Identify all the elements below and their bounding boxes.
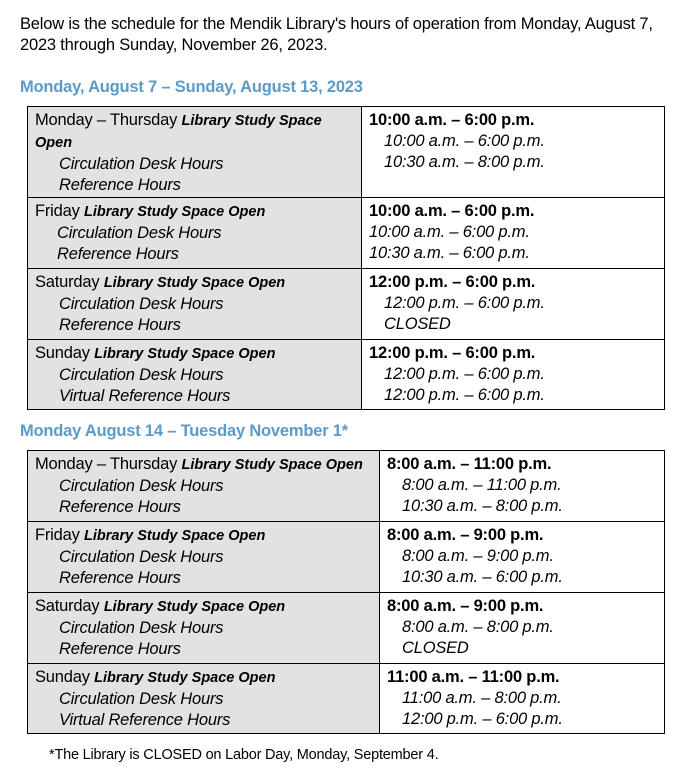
circulation-hours: 11:00 a.m. – 8:00 p.m. [402,689,562,707]
row-hours-cell [380,451,665,522]
day-label: Sunday [35,668,95,686]
circulation-hours: 12:00 p.m. – 6:00 p.m. [384,365,545,383]
circulation-label: Circulation Desk Hours [59,548,224,566]
day-label: Monday – Thursday [35,111,182,129]
reference-label: Reference Hours [57,245,179,263]
circulation-label: Circulation Desk Hours [59,477,224,495]
row-label-cell [28,522,380,593]
day-label: Friday [35,202,85,220]
virtual-reference-label: Virtual Reference Hours [59,711,231,729]
reference-hours: 10:30 a.m. – 8:00 p.m. [402,497,563,515]
row-hours-cell [362,198,665,269]
study-space-label: Library Study Space Open [94,346,276,362]
row-label-cell [28,340,362,410]
study-space-label: Library Study Space Open [35,113,322,151]
reference-hours: CLOSED [402,639,469,657]
open-hours: 8:00 a.m. – 11:00 p.m. [387,455,552,473]
reference-hours: 10:30 a.m. – 6:00 p.m. [369,244,530,262]
row-hours-cell [362,269,665,340]
circulation-label: Circulation Desk Hours [59,155,224,173]
period-heading-2: Monday August 14 – Tuesday November 1* [20,422,348,440]
study-space-label: Library Study Space Open [103,275,286,291]
row-label-cell [28,593,380,664]
row-hours-cell [362,107,665,198]
circulation-hours: 8:00 a.m. – 11:00 p.m. [402,476,562,494]
open-hours: 8:00 a.m. – 9:00 p.m. [387,597,544,615]
schedule-table-2 [27,450,665,734]
study-space-label: Library Study Space Open [84,528,266,544]
day-label: Friday [35,526,85,544]
study-space-label: Library Study Space Open [181,457,363,473]
row-label-cell [28,107,362,198]
virtual-reference-hours: 12:00 p.m. – 6:00 p.m. [384,386,545,404]
circulation-label: Circulation Desk Hours [59,295,224,313]
study-space-label: Library Study Space Open [103,599,286,615]
reference-label: Reference Hours [59,176,181,194]
table-row [28,593,665,664]
reference-hours: CLOSED [384,315,451,333]
circulation-hours: 10:00 a.m. – 6:00 p.m. [369,223,530,241]
row-label-cell [28,451,380,522]
day-label: Sunday [35,344,95,362]
reference-label: Reference Hours [59,316,181,334]
schedule-table-1 [27,106,665,410]
period-heading-1: Monday, August 7 – Sunday, August 13, 2023 [20,78,363,96]
row-hours-cell [380,522,665,593]
day-label: Saturday [35,273,104,291]
table-row [28,664,665,734]
circulation-label: Circulation Desk Hours [59,366,224,384]
day-label: Saturday [35,597,104,615]
row-label-cell [28,664,380,734]
table-row [28,522,665,593]
row-label-cell [28,198,362,269]
footnote: *The Library is CLOSED on Labor Day, Monday, September 4. [49,747,439,763]
row-hours-cell [362,340,665,410]
row-hours-cell [380,664,665,734]
virtual-reference-label: Virtual Reference Hours [59,387,231,405]
circulation-hours: 8:00 a.m. – 9:00 p.m. [402,547,554,565]
reference-hours: 10:30 a.m. – 6:00 p.m. [402,568,563,586]
reference-hours: 10:30 a.m. – 8:00 p.m. [384,153,545,171]
circulation-hours: 10:00 a.m. – 6:00 p.m. [384,132,545,150]
circulation-hours: 8:00 a.m. – 8:00 p.m. [402,618,554,636]
day-label: Monday – Thursday [35,455,182,473]
open-hours: 12:00 p.m. – 6:00 p.m. [369,344,536,362]
virtual-reference-hours: 12:00 p.m. – 6:00 p.m. [402,710,563,728]
open-hours: 10:00 a.m. – 6:00 p.m. [369,202,535,220]
open-hours: 8:00 a.m. – 9:00 p.m. [387,526,544,544]
circulation-hours: 12:00 p.m. – 6:00 p.m. [384,294,545,312]
reference-label: Reference Hours [59,498,181,516]
row-label-cell [28,269,362,340]
table-row [28,451,665,522]
circulation-label: Circulation Desk Hours [59,619,224,637]
open-hours: 11:00 a.m. – 11:00 p.m. [387,668,560,686]
reference-label: Reference Hours [59,569,181,587]
open-hours: 10:00 a.m. – 6:00 p.m. [369,111,535,129]
open-hours: 12:00 p.m. – 6:00 p.m. [369,273,536,291]
row-hours-cell [380,593,665,664]
study-space-label: Library Study Space Open [84,204,266,220]
table-row [28,107,665,198]
table-row [28,198,665,269]
reference-label: Reference Hours [59,640,181,658]
study-space-label: Library Study Space Open [94,670,276,686]
table-row [28,340,665,410]
table-row [28,269,665,340]
intro-paragraph: Below is the schedule for the Mendik Library's hours of operation from Monday, August 7, 2023 through Sunday, November 26, 2023. [20,15,653,54]
circulation-label: Circulation Desk Hours [59,690,224,708]
circulation-label: Circulation Desk Hours [57,224,222,242]
